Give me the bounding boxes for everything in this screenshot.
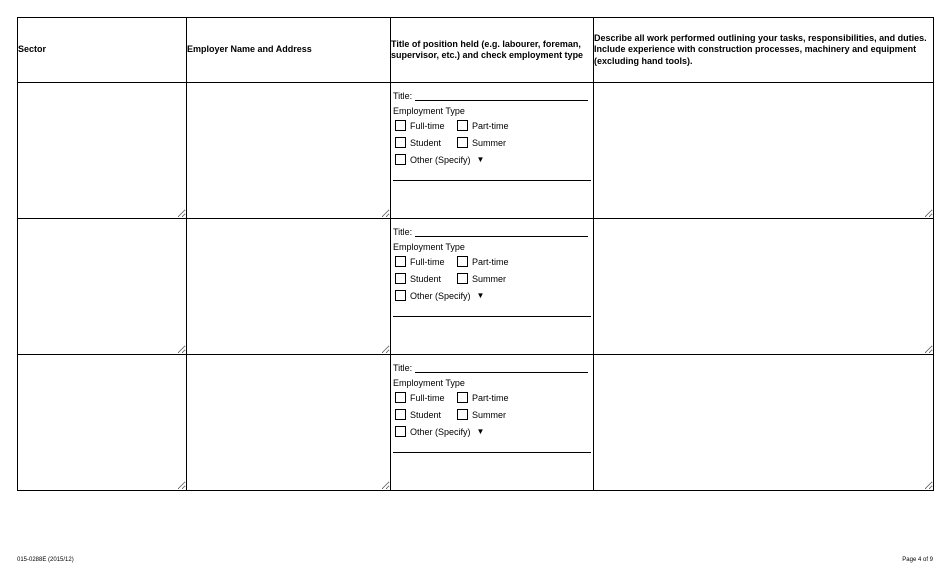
student-label: Student	[410, 273, 442, 284]
description-cell	[594, 83, 934, 219]
part-time-label: Part-time	[472, 120, 509, 131]
student-checkbox[interactable]	[395, 409, 406, 420]
down-arrow-icon: ▼	[476, 427, 485, 436]
summer-label: Summer	[472, 137, 507, 148]
full-time-label: Full-time	[410, 120, 445, 131]
full-time-checkbox[interactable]	[395, 120, 406, 131]
sector-cell	[18, 355, 187, 491]
position-cell	[391, 355, 594, 491]
summer-checkbox[interactable]	[457, 409, 468, 420]
employment-type-label: Employment Type	[393, 106, 465, 116]
full-time-checkbox[interactable]	[395, 392, 406, 403]
employment-history-table	[17, 17, 934, 491]
header-position: Title of position held (e.g. labourer, foreman, supervisor, etc.) and check employment type	[391, 18, 594, 83]
employer-input[interactable]	[187, 83, 390, 218]
part-time-checkbox[interactable]	[457, 256, 468, 267]
title-label: Title:	[393, 363, 413, 373]
employer-input[interactable]	[187, 219, 390, 354]
employer-cell	[187, 355, 391, 491]
other-specify-line[interactable]	[393, 180, 591, 181]
part-time-label: Part-time	[472, 256, 509, 267]
header-row	[18, 18, 934, 83]
title-label: Title:	[393, 91, 413, 101]
sector-input[interactable]	[18, 219, 186, 354]
sector-cell	[18, 83, 187, 219]
title-input[interactable]	[415, 223, 588, 237]
title-label: Title:	[393, 227, 413, 237]
other-checkbox[interactable]	[395, 154, 406, 165]
employer-input[interactable]	[187, 355, 390, 490]
student-label: Student	[410, 409, 442, 420]
sector-input[interactable]	[18, 83, 186, 218]
description-input[interactable]	[594, 83, 933, 218]
other-specify-line[interactable]	[393, 452, 591, 453]
other-label: Other (Specify)	[410, 154, 471, 165]
table-row	[18, 355, 934, 491]
summer-checkbox[interactable]	[457, 273, 468, 284]
title-input[interactable]	[415, 87, 588, 101]
employment-type-label: Employment Type	[393, 378, 465, 388]
form-code: 015-0288E (2015/12)	[17, 557, 74, 563]
header-employer: Employer Name and Address	[187, 18, 391, 83]
description-cell	[594, 219, 934, 355]
part-time-checkbox[interactable]	[457, 392, 468, 403]
header-description: Describe all work performed outlining your tasks, responsibilities, and duties. Include experience with construction processes, machinery and equipment (excluding hand tools).	[594, 18, 934, 83]
other-specify-line[interactable]	[393, 316, 591, 317]
summer-checkbox[interactable]	[457, 137, 468, 148]
summer-label: Summer	[472, 409, 507, 420]
description-cell	[594, 355, 934, 491]
full-time-checkbox[interactable]	[395, 256, 406, 267]
down-arrow-icon: ▼	[476, 291, 485, 300]
description-input[interactable]	[594, 355, 933, 490]
other-label: Other (Specify)	[410, 426, 471, 437]
other-checkbox[interactable]	[395, 426, 406, 437]
table-row	[18, 219, 934, 355]
header-sector: Sector	[18, 18, 187, 83]
title-input[interactable]	[415, 359, 588, 373]
page-number: Page 4 of 9	[902, 557, 933, 563]
student-label: Student	[410, 137, 442, 148]
full-time-label: Full-time	[410, 256, 445, 267]
position-cell	[391, 83, 594, 219]
summer-label: Summer	[472, 273, 507, 284]
other-checkbox[interactable]	[395, 290, 406, 301]
position-cell	[391, 219, 594, 355]
part-time-checkbox[interactable]	[457, 120, 468, 131]
table-row	[18, 83, 934, 219]
employer-cell	[187, 83, 391, 219]
description-input[interactable]	[594, 219, 933, 354]
down-arrow-icon: ▼	[476, 155, 485, 164]
sector-cell	[18, 219, 187, 355]
sector-input[interactable]	[18, 355, 186, 490]
student-checkbox[interactable]	[395, 137, 406, 148]
employer-cell	[187, 219, 391, 355]
part-time-label: Part-time	[472, 392, 509, 403]
full-time-label: Full-time	[410, 392, 445, 403]
employment-type-label: Employment Type	[393, 242, 465, 252]
student-checkbox[interactable]	[395, 273, 406, 284]
other-label: Other (Specify)	[410, 290, 471, 301]
